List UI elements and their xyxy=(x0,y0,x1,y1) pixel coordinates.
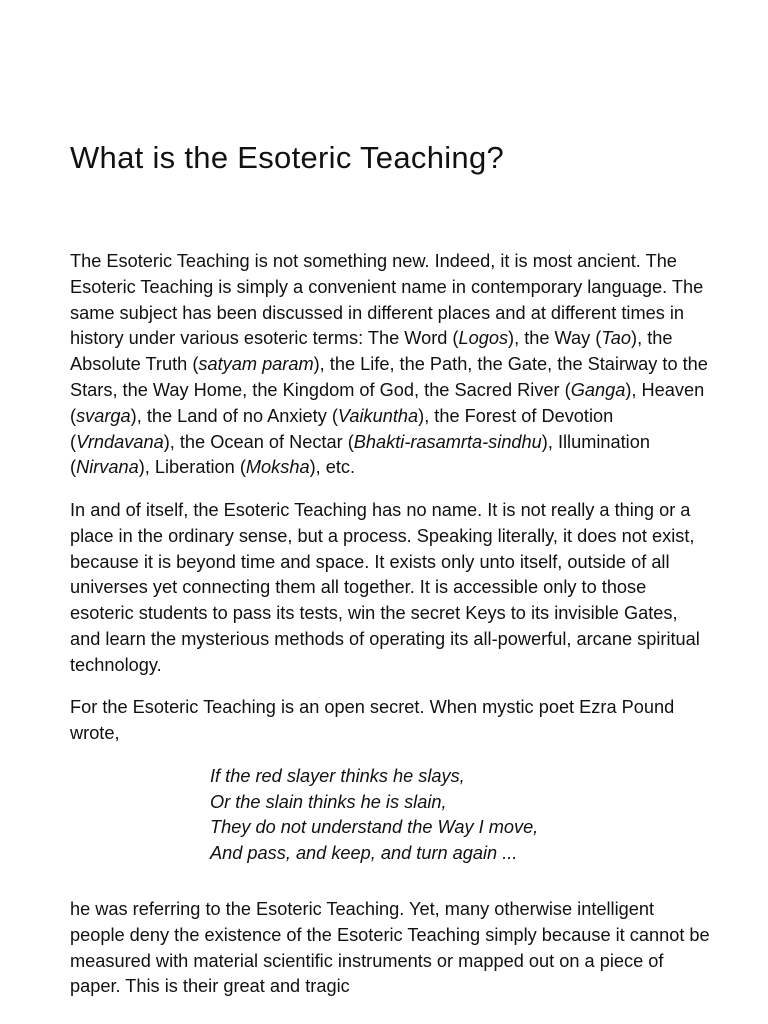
p1-term-bhakti: Bhakti-rasamrta-sindhu xyxy=(353,431,542,452)
p1-term-vaikuntha: Vaikuntha xyxy=(337,405,419,426)
p1-text-2: ), the Way ( xyxy=(508,328,602,349)
paragraph-2: In and of itself, the Esoteric Teaching has no name. It is not really a thing or a place in the ordinary sense, but a process. Speaking literally, it does not exist, because it is beyond time and space. It exists only unto itself, outside of all universes yet connecting them all together. It is accessible only to those esoteric students to pass its tests, win the secret Keys to its invisible Gates, and learn the mysterious methods of operating its all-powerful, arcane spiritual technology. xyxy=(70,499,700,675)
p1-text-8: ), the Ocean of Nectar ( xyxy=(163,431,354,452)
p1-text-6: ), the Land of no Anxiety ( xyxy=(130,405,338,426)
p1-text-1: The Esoteric Teaching is not something new. Indeed, it is most ancient. The Esoteric Teaching is simply a convenient name in contemporary language. The same subject has been discussed in different places and at different times in history under various esoteric terms: The Word ( xyxy=(70,251,704,349)
page-title: What is the Esoteric Teaching? xyxy=(70,140,505,175)
p1-text-11: ), etc. xyxy=(309,457,356,478)
p1-term-svarga: svarga xyxy=(76,405,131,426)
p1-term-ganga: Ganga xyxy=(570,379,626,400)
p1-text-9: ), Illumination ( xyxy=(70,431,650,478)
p1-term-moksha: Moksha xyxy=(245,457,310,478)
paragraph-4: he was referring to the Esoteric Teaching. Yet, many otherwise intelligent people deny the existence of the Esoteric Teaching simply because it cannot be measured with material scientific instruments or mapped out on a piece of paper. This is their great and tragic xyxy=(70,898,710,997)
p1-term-logos: Logos xyxy=(458,328,509,349)
p1-text-4: ), the Life, the Path, the Gate, the Stairway to the Stars, the Way Home, the Kingdom of God, the Sacred River ( xyxy=(70,354,708,400)
p1-text-5: ), Heaven ( xyxy=(70,379,705,426)
poem-line: They do not understand the Way I move, xyxy=(210,817,539,838)
p1-text-3: ), the Absolute Truth ( xyxy=(70,328,673,375)
document-body xyxy=(70,249,710,1017)
p1-text-10: ), Liberation ( xyxy=(138,457,246,478)
poem-line: If the red slayer thinks he slays, xyxy=(210,765,465,786)
p1-term-tao: Tao xyxy=(601,328,632,349)
p1-term-satyam-param: satyam param xyxy=(198,354,314,375)
poem-line: And pass, and keep, and turn again ... xyxy=(210,843,518,864)
p1-term-vrndavana: Vrndavana xyxy=(76,431,164,452)
p1-text-7: ), the Forest of Devotion ( xyxy=(70,405,614,452)
poem-quote xyxy=(210,764,710,867)
p1-term-nirvana: Nirvana xyxy=(76,457,139,478)
paragraph-3: For the Esoteric Teaching is an open secret. When mystic poet Ezra Pound wrote, xyxy=(70,697,675,744)
paragraph-1 xyxy=(70,249,710,481)
poem-line: Or the slain thinks he is slain, xyxy=(210,791,447,812)
